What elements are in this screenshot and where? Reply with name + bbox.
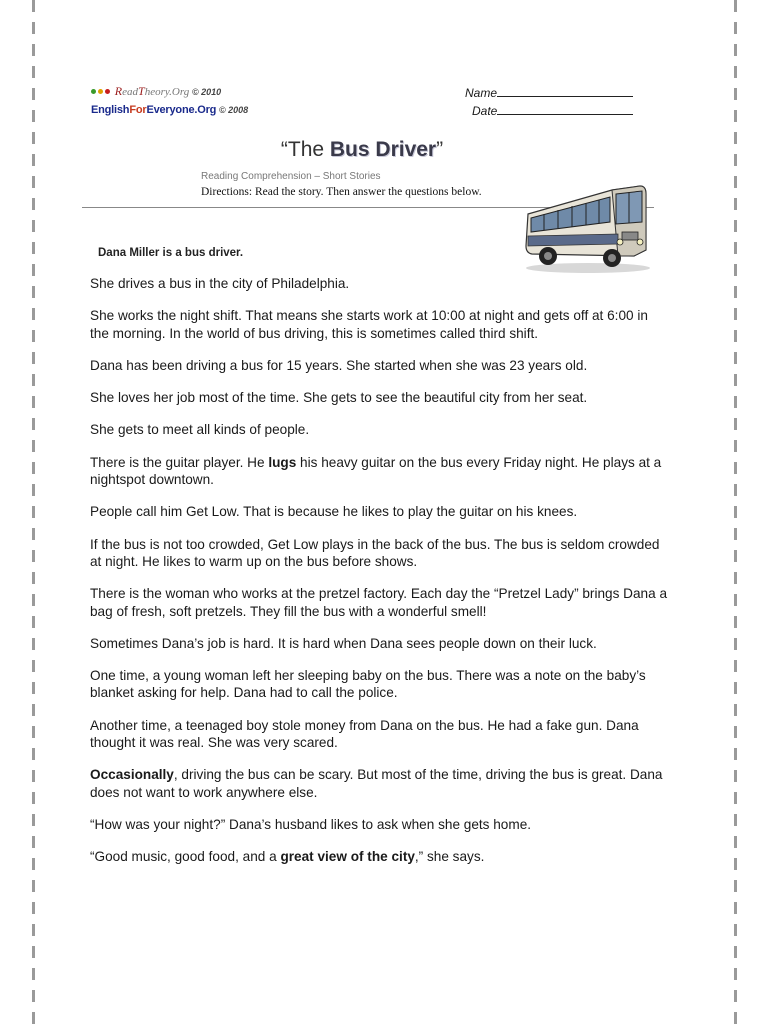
story-body	[90, 275, 670, 881]
vocab-word-lugs: lugs	[268, 454, 297, 470]
story-paragraph: Sometimes Dana’s job is hard. It is hard when Dana sees people down on their luck.	[90, 635, 597, 651]
story-paragraph: She gets to meet all kinds of people.	[90, 422, 310, 438]
story-paragraph: People call him Get Low. That is because he likes to play the guitar on his knees.	[90, 504, 578, 520]
vocab-phrase-great-view: great view of the city	[280, 849, 415, 865]
subtitle: Reading Comprehension – Short Stories	[201, 171, 381, 182]
story-intro: Dana Miller is a bus driver.	[98, 247, 244, 259]
date-field[interactable]	[472, 103, 633, 118]
story-paragraph: “Good music, good food, and a great view of the city,” she says.	[90, 849, 485, 865]
logo-dot-icon	[105, 89, 110, 94]
name-label: Name	[465, 86, 498, 100]
story-paragraph: Occasionally, driving the bus can be scary. But most of the time, driving the bus is great. Dana does not want to work anywhere else.	[90, 767, 663, 800]
readtheory-name: ReadTheory.Org	[114, 84, 190, 98]
page-title: “The Bus Driver”	[280, 138, 444, 161]
date-blank[interactable]	[497, 103, 633, 115]
date-label: Date	[472, 104, 498, 118]
bus-icon	[522, 176, 652, 276]
story-paragraph: She loves her job most of the time. She gets to see the beautiful city from her seat.	[90, 390, 588, 406]
story-paragraph: She drives a bus in the city of Philadelphia.	[90, 276, 350, 291]
story-paragraph: There is the guitar player. He lugs his heavy guitar on the bus every Friday night. He plays at a nightspot downtown.	[90, 454, 662, 488]
story-paragraph: She works the night shift. That means she starts work at 10:00 at night and gets off at 6:00 in the morning. In the world of bus driving, this is sometimes called third shift.	[90, 308, 648, 341]
story-paragraph: There is the woman who works at the pretzel factory. Each day the “Pretzel Lady” brings Dana a bag of fresh, soft pretzels. They fill the bus with a wonderful smell!	[90, 586, 668, 619]
readtheory-logo	[91, 84, 221, 100]
story-paragraph: Another time, a teenaged boy stole money from Dana on the bus. He had a fake gun. Dana thought it was real. She was very scared.	[90, 717, 639, 751]
story-paragraph: One time, a young woman left her sleeping baby on the bus. There was a note on the baby’s blanket asking for help. Dana had to call the police.	[90, 668, 646, 701]
readtheory-copyright: © 2010	[192, 87, 222, 97]
directions: Directions: Read the story. Then answer the questions below.	[201, 186, 482, 198]
story-paragraph: Dana has been driving a bus for 15 years. She started when she was 23 years old.	[90, 357, 588, 373]
efe-copyright: © 2008	[218, 105, 249, 115]
story-paragraph: “How was your night?” Dana’s husband likes to ask when she gets home.	[90, 816, 532, 832]
story-paragraph: If the bus is not too crowded, Get Low plays in the back of the bus. The bus is seldom crowded at night. He likes to warm up on the bus before shows.	[90, 536, 660, 569]
vocab-word-occasionally: Occasionally	[90, 767, 174, 783]
englishforeveryone-logo: EnglishForEveryone.Org © 2008	[91, 104, 249, 116]
name-field[interactable]	[465, 85, 633, 100]
name-blank[interactable]	[497, 85, 633, 97]
logo-dot-icon	[91, 89, 96, 94]
logo-dot-icon	[98, 89, 103, 94]
page-border-right	[734, 0, 737, 1024]
